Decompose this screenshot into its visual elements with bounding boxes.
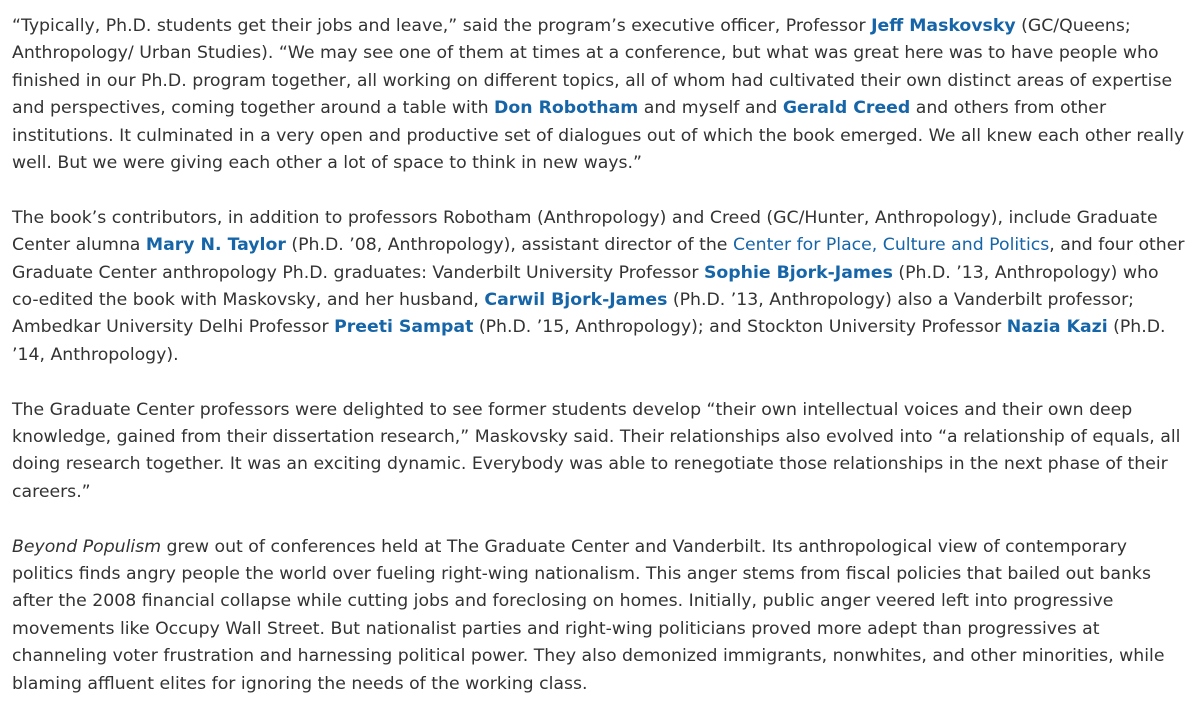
body-text: (Ph.D. ’13, Anthropology) also a Vanderbilt professor; Ambedkar University Delhi Professor: [12, 290, 1134, 338]
person-link[interactable]: Don Robotham: [494, 98, 639, 119]
book-title: Beyond Populism: [12, 536, 162, 557]
article-paragraph: [12, 534, 1188, 698]
body-text: (Ph.D. ’14, Anthropology).: [12, 317, 1166, 365]
article-body: [12, 13, 1188, 698]
body-text: The book’s contributors, in addition to professors Robotham (Anthropology) and Creed (GC/Hunter, Anthropology), include Graduate Center alumna: [12, 207, 1158, 256]
person-link[interactable]: Gerald Creed: [782, 98, 911, 119]
body-text: The Graduate Center professors were delighted to see former students develop “their own intellectual voices and their own deep knowledge, gained from their dissertation research,” Maskovsky said. Their relationships also evolved into “a relationship of equals, all doing research together. It was an exciting dynamic. Everybody was able to renegotiate those relationships in the next phase of their careers.”: [12, 399, 1181, 502]
article-paragraph: [12, 397, 1188, 507]
body-text: (Ph.D. ’15, Anthropology); and Stockton University Professor: [473, 317, 1007, 338]
article-paragraph: [12, 205, 1188, 369]
organization-link[interactable]: Center for Place, Culture and Politics: [732, 235, 1050, 256]
body-text: (Ph.D. ’08, Anthropology), assistant director of the: [285, 235, 733, 256]
body-text: “Typically, Ph.D. students get their jobs and leave,” said the program’s executive officer, Professor: [12, 16, 872, 36]
person-link[interactable]: Mary N. Taylor: [145, 235, 286, 256]
body-text: , and four other Graduate Center anthropology Ph.D. graduates: Vanderbilt University Professor: [12, 235, 1185, 283]
body-text: grew out of conferences held at The Graduate Center and Vanderbilt. Its anthropological view of contemporary politics finds angry people the world over fueling right-wing nationalism. This anger stems from fiscal policies that bailed out banks after the 2008 financial collapse while cutting jobs and foreclosing on homes. Initially, public anger veered left into progressive movements like Occupy Wall Street. But nationalist parties and right-wing politicians proved more adept than progressives at channeling voter frustration and harnessing political power. They also demonized immigrants, nonwhites, and other minorities, while blaming affluent elites for ignoring the needs of the working class.: [12, 536, 1165, 694]
person-link[interactable]: Preeti Sampat: [334, 317, 474, 338]
person-link[interactable]: Nazia Kazi: [1006, 317, 1108, 338]
body-text: and myself and: [638, 98, 783, 119]
body-text: (GC/Queens; Anthropology/ Urban Studies). “We may see one of them at times at a conference, but what was great here was to have people who finished in our Ph.D. program together, all working on different topics, all of whom had cultivated their own distinct areas of expertise and perspectives, coming together around a table with: [12, 16, 1173, 119]
body-text: (Ph.D. ’13, Anthropology) who co-edited the book with Maskovsky, and her husband,: [12, 262, 1159, 311]
person-link[interactable]: Sophie Bjork-James: [703, 262, 893, 283]
article-paragraph: [12, 13, 1188, 177]
person-link[interactable]: Jeff Maskovsky: [871, 16, 1016, 36]
body-text: and others from other institutions. It culminated in a very open and productive set of dialogues out of which the book emerged. We all knew each other really well. But we were giving each other a lot of space to think in new ways.”: [12, 98, 1185, 174]
person-link[interactable]: Carwil Bjork-James: [484, 290, 668, 311]
